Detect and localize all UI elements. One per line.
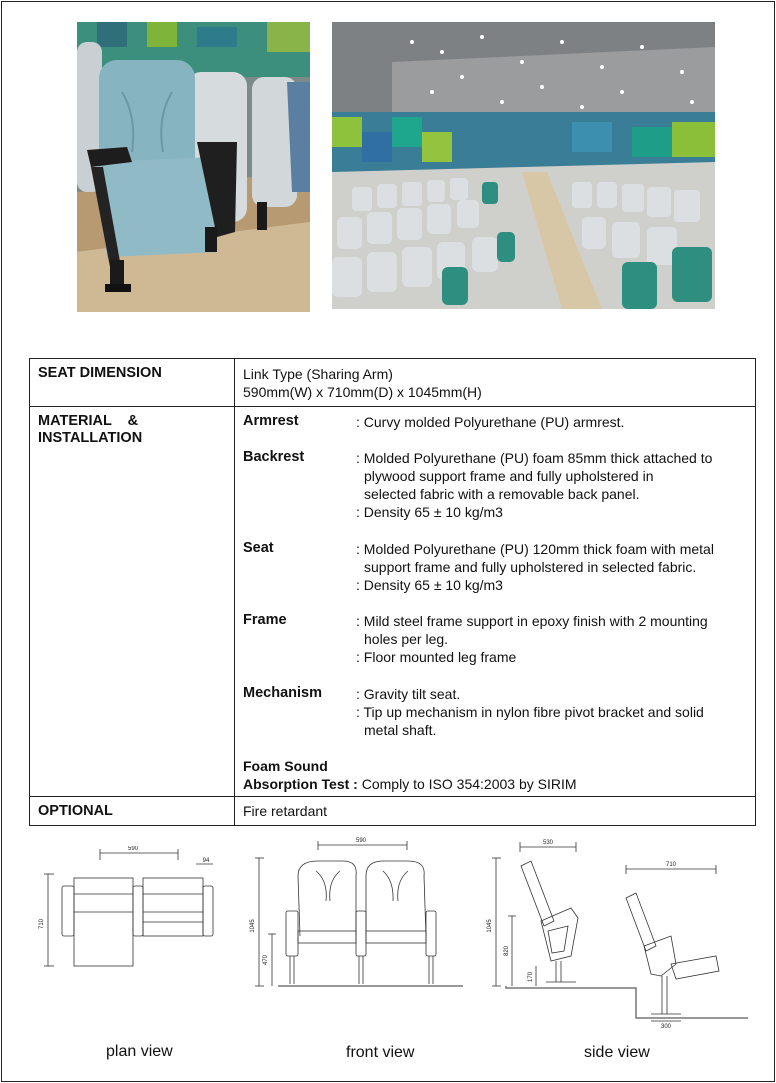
backrest-line: : Density 65 ± 10 kg/m3 (356, 504, 503, 520)
side-low-dim: 170 (528, 971, 534, 983)
armrest-name: Armrest (243, 413, 299, 429)
front-view-caption: front view (346, 1044, 415, 1061)
optional-label: OPTIONAL (30, 797, 235, 826)
backrest-line: : Molded Polyurethane (PU) foam 85mm thick attached to (356, 450, 713, 466)
mechanism-line: : Tip up mechanism in nylon fibre pivot bracket and solid (356, 704, 704, 720)
seat-line: support frame and fully upholstered in selected fabric. (364, 559, 697, 575)
material-label-line2: INSTALLATION (38, 430, 143, 446)
front-height-dim: 1045 (250, 919, 256, 933)
backrest-line: plywood support frame and fully upholstered in (364, 468, 654, 484)
dimension-text: 590mm(W) x 710mm(D) x 1045mm(H) (243, 384, 482, 400)
armrest-spec (243, 413, 747, 449)
material-installation-label (30, 407, 235, 797)
backrest-name: Backrest (243, 449, 305, 465)
optional-row (30, 797, 756, 826)
plan-view-caption: plan view (106, 1043, 173, 1060)
mechanism-name: Mechanism (243, 685, 322, 701)
mechanism-line: : Gravity tilt seat. (356, 686, 461, 702)
auditorium-hall-photo (332, 22, 715, 309)
seat-dimension-value (235, 359, 756, 407)
mechanism-spec (243, 685, 747, 757)
plan-width-dim: 590 (127, 846, 139, 852)
seat-dimension-row (30, 359, 756, 407)
material-installation-row (30, 407, 756, 797)
foam-name-line2: Absorption Test (243, 776, 350, 792)
foam-colon: : (349, 776, 362, 792)
front-width-dim: 590 (355, 838, 367, 844)
seat-name: Seat (243, 540, 274, 556)
seat-spec (243, 540, 747, 612)
side-depth-dim: 710 (665, 862, 677, 868)
front-seat-dim: 470 (263, 954, 269, 966)
frame-name: Frame (243, 612, 287, 628)
side-view-drawing (486, 836, 751, 1036)
plan-depth-dim: 710 (39, 918, 45, 930)
side-mid-dim: 820 (504, 945, 510, 957)
armrest-line: : Curvy molded Polyurethane (PU) armrest. (356, 414, 625, 430)
seat-line: : Density 65 ± 10 kg/m3 (356, 577, 503, 593)
frame-line: holes per leg. (364, 631, 449, 647)
backrest-line: selected fabric with a removable back panel. (364, 486, 640, 502)
foam-name-line1: Foam Sound (243, 758, 328, 774)
plan-view-drawing (38, 846, 228, 976)
plan-arm-dim: 94 (202, 858, 210, 864)
chair-closeup-photo (77, 22, 310, 312)
side-height-dim: 1045 (487, 919, 493, 933)
backrest-spec (243, 449, 747, 540)
side-top-dim: 530 (542, 840, 554, 846)
material-label-line1: MATERIAL & (38, 413, 139, 429)
specification-table (29, 358, 756, 826)
material-installation-value (235, 407, 756, 797)
side-base-dim: 300 (660, 1024, 672, 1030)
link-type-text: Link Type (Sharing Arm) (243, 366, 393, 382)
front-view-drawing (248, 836, 463, 996)
seat-dimension-label: SEAT DIMENSION (30, 359, 235, 407)
foam-value: Comply to ISO 354:2003 by SIRIM (361, 776, 577, 792)
foam-sound-spec (243, 757, 747, 793)
mechanism-line: metal shaft. (364, 722, 437, 738)
frame-line: : Floor mounted leg frame (356, 649, 517, 665)
seat-line: : Molded Polyurethane (PU) 120mm thick foam with metal (356, 541, 714, 557)
side-view-caption: side view (584, 1044, 650, 1061)
frame-spec (243, 612, 747, 685)
optional-value: Fire retardant (235, 797, 756, 826)
frame-line: : Mild steel frame support in epoxy finish with 2 mounting (356, 613, 708, 629)
